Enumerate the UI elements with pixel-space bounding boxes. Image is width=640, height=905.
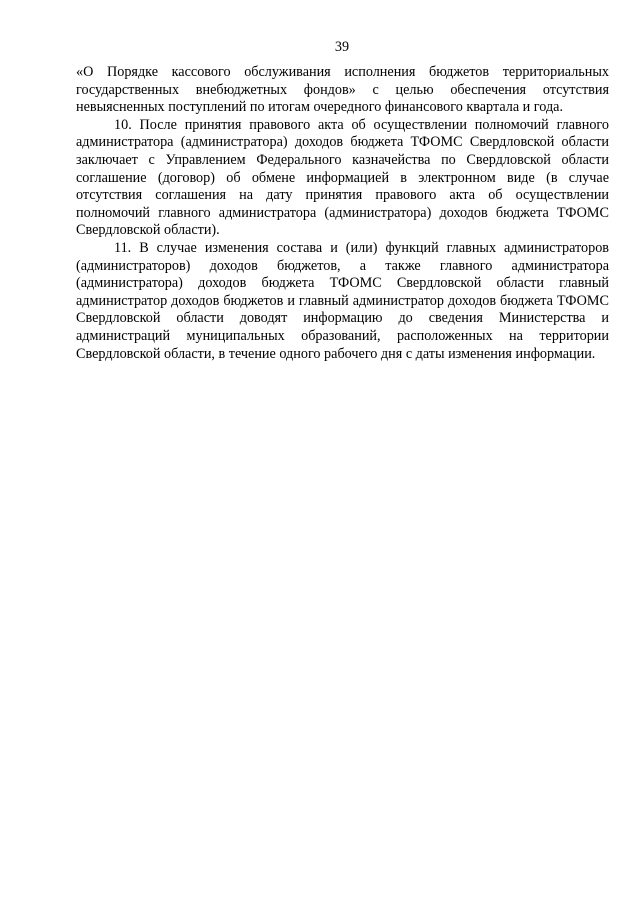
paragraph-continuation: «О Порядке кассового обслуживания исполнения бюджетов территориальных государственных внебюджетных фондов» с целью обеспечения отсутствия невыясненных поступлений по итогам очередного финансового квартала и года. xyxy=(76,64,609,116)
document-body xyxy=(76,64,609,363)
page-number: 39 xyxy=(334,39,350,55)
paragraph-11: 11. В случае изменения состава и (или) функций главных администраторов (администраторов) доходов бюджетов, а также главного администратора (администратора) доходов бюджета ТФОМС Свердловской области главный администратор доходов бюджетов и главный администратор доходов бюджета ТФОМС Свердловской области доводят информацию до сведения Министерства и администраций муниципальных образований, расположенных на территории Свердловской области, в течение одного рабочего дня с даты изменения информации. xyxy=(76,239,609,362)
paragraph-10: 10. После принятия правового акта об осуществлении полномочий главного администратора (администратора) доходов бюджета ТФОМС Свердловской области заключает с Управлением Федерального казначейства по Свердловской области соглашение (договор) об обмене информацией в электронном виде (в случае отсутствия соглашения на дату принятия правового акта об осуществлении полномочий главного администратора (администратора) доходов бюджета ТФОМС Свердловской области). xyxy=(76,116,609,239)
